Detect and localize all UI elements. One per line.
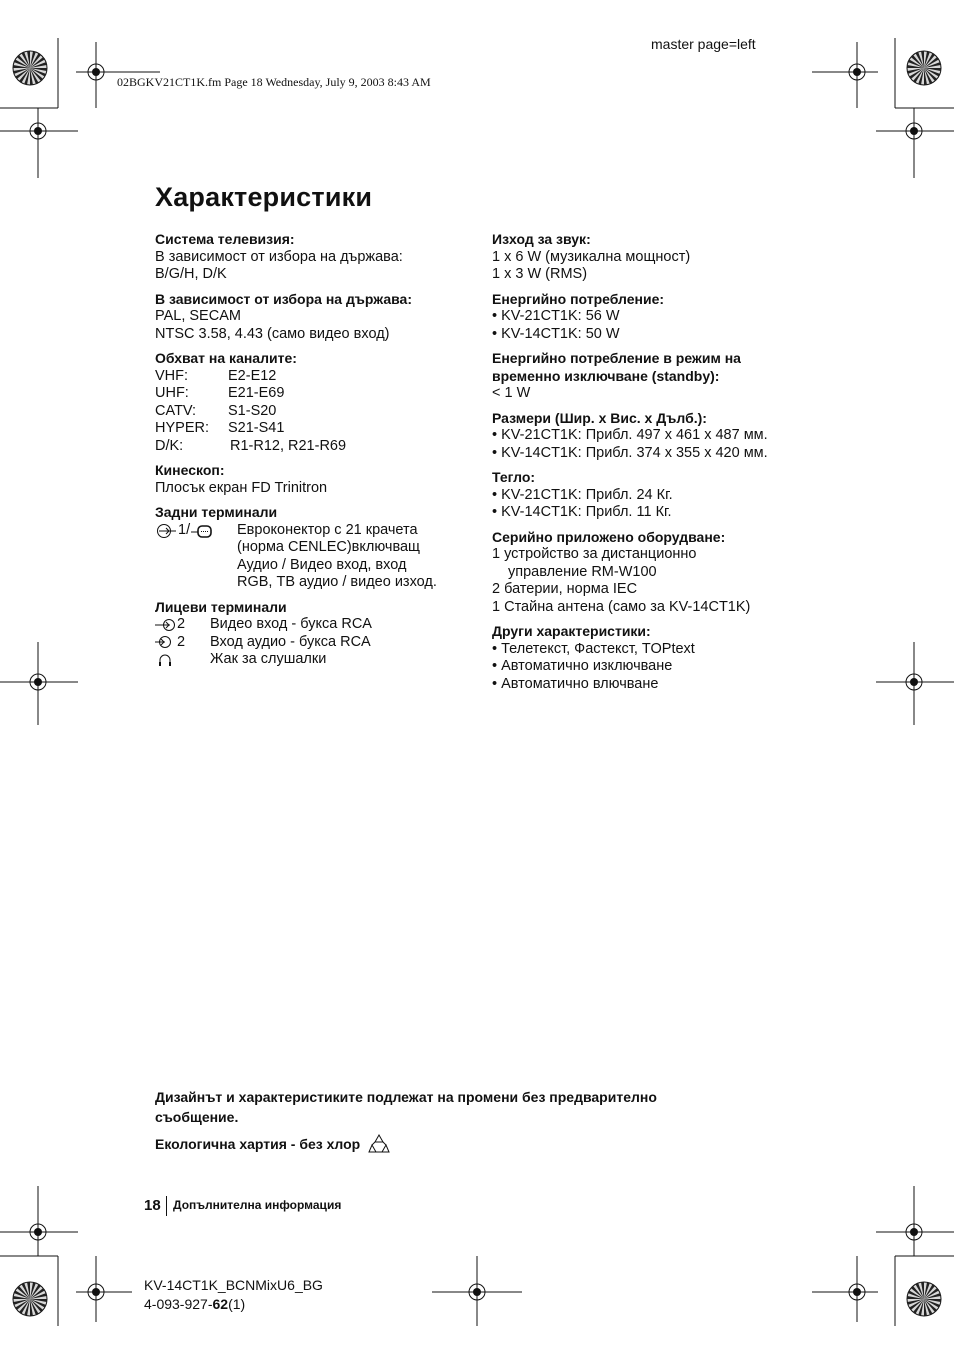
band-value: S21-S41 (228, 420, 285, 436)
specs-left-column (155, 231, 475, 676)
page-number: 18 (144, 1197, 161, 1214)
band-label: HYPER: (155, 420, 209, 436)
band-value: R1-R12, R21-R69 (230, 437, 347, 454)
spec-line: B/G/H, D/K (155, 266, 227, 282)
recycle-icon (368, 1133, 390, 1155)
rear-terminals-section (155, 504, 475, 592)
file-info-line: 02BGKV21CT1K.fm Page 18 Wednesday, July 9, 2003 8:43 AM (117, 75, 431, 89)
terminal-number: 1/ (178, 521, 191, 538)
picture-tube-section (155, 462, 475, 497)
spec-line: NTSC 3.58, 4.43 (само видео вход) (155, 325, 390, 342)
section-heading: В зависимост от избора на държава: (155, 290, 412, 307)
specs-right-column (492, 231, 812, 700)
spec-line: 1 устройство за дистанционно (492, 546, 697, 562)
front-terminals-section (155, 599, 475, 669)
spec-line: RGB, ТВ аудио / видео изход. (237, 574, 437, 590)
terminal-number: 2 (177, 616, 186, 632)
spec-line: • KV-14CT1K: 50 W (492, 325, 620, 342)
terminal-row (155, 634, 475, 652)
terminal-description: Вход аудио - букса RCA (210, 633, 371, 650)
registration-wheel-icon (907, 1282, 941, 1316)
video-input-icon (155, 618, 175, 632)
terminal-row (155, 616, 475, 634)
section-heading: Серийно приложено оборудване: (492, 528, 726, 545)
standby-power-section (492, 350, 812, 403)
part-suffix: (1) (228, 1296, 246, 1312)
eco-paper-note (155, 1133, 390, 1155)
section-heading: Лицеви терминали (155, 598, 287, 615)
color-system-section (155, 291, 475, 344)
section-heading: Тегло: (492, 469, 536, 485)
note-line: Дизайнът и характеристиките подлежат на промени без предварително (155, 1089, 657, 1105)
terminal-row (155, 651, 475, 669)
part-number (144, 1296, 245, 1312)
spec-line: PAL, SECAM (155, 308, 241, 324)
spec-line: • KV-21CT1K: Прибл. 497 x 461 x 487 мм. (492, 427, 768, 443)
spec-line: Аудио / Видео вход, вход (237, 556, 407, 573)
audio-input-icon (155, 635, 175, 649)
headphones-icon (155, 653, 175, 667)
eco-paper-text: Екологична хартия - без хлор (155, 1136, 361, 1152)
spec-line: • KV-21CT1K: 56 W (492, 308, 620, 324)
band-label: UHF: (155, 385, 189, 401)
spec-line: • KV-14CT1K: Прибл. 11 Кг. (492, 504, 672, 520)
section-heading: Енергийно потребление в режим на (492, 350, 741, 366)
band-label: D/K: (155, 437, 184, 454)
terminal-description: Жак за слушалки (210, 651, 327, 667)
registration-wheel-icon (13, 1282, 47, 1316)
model-code: KV-14CT1K_BCNMixU6_BG (144, 1277, 323, 1293)
section-heading: Размери (Шир. x Вис. x Дълб.): (492, 409, 707, 426)
part-bold: 62 (212, 1296, 229, 1312)
spec-line: В зависимост от избора на държава: (155, 248, 403, 265)
channel-row (155, 420, 475, 438)
part-prefix: 4-093-927- (144, 1296, 213, 1312)
channel-row (155, 385, 475, 403)
other-features-section (492, 623, 812, 693)
section-heading: Кинескоп: (155, 462, 225, 478)
spec-line: Евроконектор с 21 крачета (237, 521, 418, 538)
channel-coverage-section (155, 350, 475, 455)
terminal-number: 2 (177, 633, 186, 650)
section-heading: временно изключване (standby): (492, 367, 720, 384)
spec-line: • KV-14CT1K: Прибл. 374 x 355 x 420 мм. (492, 444, 768, 461)
section-heading: Други характеристики: (492, 623, 651, 639)
note-line: съобщение. (155, 1109, 239, 1125)
supplied-accessories-section (492, 529, 812, 617)
band-value: S1-S20 (228, 402, 277, 419)
tv-system-section (155, 231, 475, 284)
section-heading: Изход за звук: (492, 231, 591, 247)
band-label: CATV: (155, 402, 197, 419)
spec-line: (норма CENLEC)включващ (237, 539, 420, 555)
input-arrow-icon (155, 523, 177, 539)
section-heading: Задни терминали (155, 504, 278, 520)
spec-line: управление RM-W100 (508, 563, 657, 580)
weight-section (492, 469, 812, 522)
spec-line: 1 x 6 W (музикална мощност) (492, 248, 691, 265)
band-value: E2-E12 (228, 367, 277, 384)
band-value: E21-E69 (228, 385, 285, 401)
scart-output-icon (191, 523, 213, 539)
channel-row (155, 368, 475, 386)
spec-line: • Телетекст, Фастекст, TOPtext (492, 640, 695, 657)
footer-divider (166, 1196, 167, 1216)
page-title: Характеристики (155, 182, 373, 212)
spec-line: 1 x 3 W (RMS) (492, 266, 588, 282)
terminal-description: Видео вход - букса RCA (210, 616, 372, 632)
spec-line: 2 батерии, норма IEC (492, 581, 638, 597)
master-page-label: master page=left (651, 36, 756, 52)
terminal-row (155, 522, 475, 592)
registration-wheel-icon (13, 51, 47, 85)
band-label: VHF: (155, 367, 189, 384)
channel-row (155, 438, 475, 456)
spec-line: • Автоматично изключване (492, 658, 673, 674)
section-heading: Енергийно потребление: (492, 290, 665, 307)
spec-line: • Автоматично влючване (492, 675, 659, 692)
registration-wheel-icon (907, 51, 941, 85)
spec-line: 1 Стайна антена (само за KV-14CT1K) (492, 598, 751, 615)
spec-line: Плосък екран FD Trinitron (155, 479, 328, 496)
power-consumption-section (492, 291, 812, 344)
dimensions-section (492, 410, 812, 463)
section-heading: Обхват на каналите: (155, 350, 297, 366)
channel-row (155, 403, 475, 421)
section-heading: Система телевизия: (155, 231, 295, 247)
spec-line: • KV-21CT1K: Прибл. 24 Кг. (492, 486, 673, 503)
design-change-note (155, 1087, 755, 1127)
footer-section-label: Допълнителна информация (173, 1198, 342, 1212)
sound-output-section (492, 231, 812, 284)
spec-line: < 1 W (492, 385, 531, 401)
